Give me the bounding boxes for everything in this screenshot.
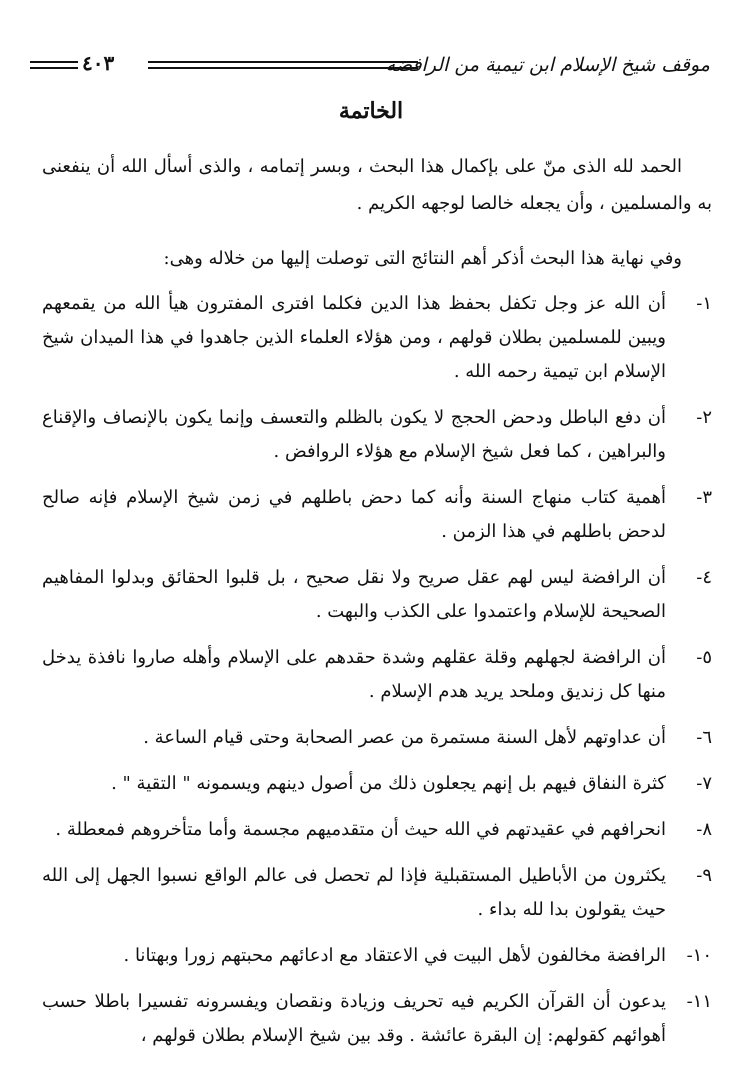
header-rule <box>148 61 418 69</box>
intro-paragraph: وفي نهاية هذا البحث أذكر أهم النتائج التى توصلت إليها من خلاله وهى: <box>163 248 682 269</box>
running-title: موقف شيخ الإسلام ابن تيمية من الرافضة <box>385 54 710 76</box>
item-number: ١١- <box>686 991 712 1012</box>
item-number: ٩- <box>696 865 712 886</box>
item-text: كثرة النفاق فيهم بل إنهم يجعلون ذلك من أصول دينهم ويسمونه " التقية " . <box>111 773 666 794</box>
list-item <box>42 767 712 801</box>
item-text: أن دفع الباطل ودحض الحجج لا يكون بالظلم والتعسف وإنما يكون بالإنصاف والإقناع والبراهين ، كما فعل شيخ الإسلام مع هؤلاء الروافض . <box>42 407 666 462</box>
item-text: يدعون أن القرآن الكريم فيه تحريف وزيادة ونقصان ويفسرونه تفسيرا باطلا حسب أهوائهم كقولهم: إن البقرة عائشة . وقد بين شيخ الإسلام بطلان قولهم ، <box>42 991 666 1046</box>
item-number: ٦- <box>696 727 712 748</box>
list-item <box>42 985 712 1053</box>
list-item <box>42 561 712 629</box>
item-text: الرافضة مخالفون لأهل البيت في الاعتقاد مع ادعائهم محبتهم زورا وبهتانا . <box>123 945 666 966</box>
item-number: ٤- <box>696 567 712 588</box>
list-item <box>42 813 712 847</box>
item-number: ٨- <box>696 819 712 840</box>
item-number: ٢- <box>696 407 712 428</box>
item-text: أن الله عز وجل تكفل بحفظ هذا الدين فكلما افترى المفترون هيأ الله من يقمعهم ويبين للمسلمين بطلان قولهم ، ومن هؤلاء العلماء الذين جاهدوا في هذا الميدان شيخ الإسلام ابن تيمية رحمه الله . <box>42 293 666 382</box>
item-text: يكثرون من الأباطيل المستقبلية فإذا لم تحصل فى عالم الواقع نسبوا الجهل إلى الله حيث يقولون بدا لله بداء . <box>42 865 666 920</box>
item-text: أن عداوتهم لأهل السنة مستمرة من عصر الصحابة وحتى قيام الساعة . <box>143 727 666 748</box>
item-text: انحرافهم في عقيدتهم في الله حيث أن متقدميهم مجسمة وأما متأخروهم فمعطلة . <box>55 819 666 840</box>
list-item <box>42 287 712 389</box>
opening-paragraph: الحمد لله الذى منّ على بإكمال هذا البحث ، وبسر إتمامه ، والذى أسأل الله أن ينفعنى به والمسلمين ، وأن يجعله خالصا لوجهه الكريم . <box>42 156 712 214</box>
list-item <box>42 481 712 549</box>
page-body <box>42 148 712 1065</box>
page-number: ٤٠٣ <box>82 51 115 75</box>
list-item <box>42 641 712 709</box>
item-text: أن الرافضة ليس لهم عقل صريح ولا نقل صحيح ، بل قلبوا الحقائق وبدلوا المفاهيم الصحيحة للإسلام واعتمدوا على الكذب والبهت . <box>42 567 666 622</box>
list-item <box>42 721 712 755</box>
item-text: أن الرافضة لجهلهم وقلة عقلهم وشدة حقدهم على الإسلام وأهله صاروا نافذة يدخل منها كل زنديق وملحد يريد هدم الإسلام . <box>42 647 666 702</box>
list-item <box>42 401 712 469</box>
header-rule-left <box>30 61 78 69</box>
list-item <box>42 859 712 927</box>
conclusions-list <box>42 287 712 1053</box>
item-number: ٧- <box>696 773 712 794</box>
page-header <box>30 50 710 86</box>
item-number: ٥- <box>696 647 712 668</box>
list-item <box>42 939 712 973</box>
item-text: أهمية كتاب منهاج السنة وأنه كما دحض باطلهم في زمن شيخ الإسلام فإنه صالح لدحض باطلهم في هذا الزمن . <box>42 487 666 542</box>
chapter-title: الخاتمة <box>338 98 404 124</box>
item-number: ١٠- <box>686 945 712 966</box>
item-number: ١- <box>696 293 712 314</box>
item-number: ٣- <box>696 487 712 508</box>
